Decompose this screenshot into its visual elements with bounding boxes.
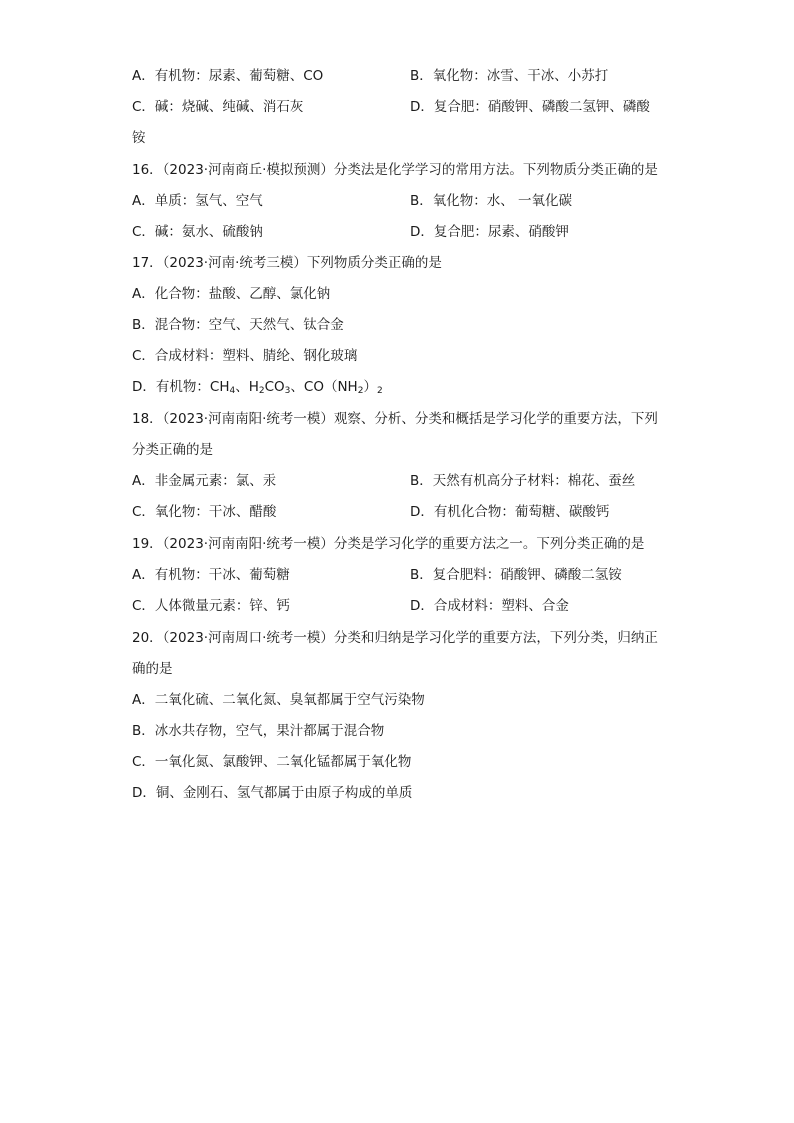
q17-d-sub: 2 (376, 386, 383, 396)
q17-option-a: A．化合物：盐酸、乙醇、氯化钠 (132, 286, 331, 302)
q19-stem: 19．（2023·河南南阳·统考一模）分类是学习化学的重要方法之一。下列分类正确的是 (132, 536, 645, 552)
q20-stem-continued: 确的是 (132, 661, 173, 677)
q18-stem-continued: 分类正确的是 (132, 442, 213, 458)
q20-option-a: A．二氧化硫、二氧化氮、臭氧都属于空气污染物 (132, 692, 425, 708)
q17-stem: 17．（2023·河南·统考三模）下列物质分类正确的是 (132, 255, 442, 271)
q19-option-d: D．合成材料：塑料、合金 (410, 598, 569, 614)
q17-d-end: ） (363, 379, 377, 395)
q15-option-c: C．碱：烧碱、纯碱、消石灰 (132, 99, 304, 115)
q20-option-d: D．铜、金刚石、氢气都属于由原子构成的单质 (132, 785, 413, 801)
q17-d-sub: 2 (258, 386, 265, 396)
q17-d-mid: CO (264, 379, 285, 395)
q16-option-c: C．碱：氨水、硫酸钠 (132, 224, 263, 240)
q16-option-a: A．单质：氢气、空气 (132, 193, 263, 209)
q17-d-sub: 3 (284, 386, 291, 396)
q16-stem: 16．（2023·河南商丘·模拟预测）分类法是化学学习的常用方法。下列物质分类正确的是 (132, 162, 658, 178)
q17-option-b: B．混合物：空气、天然气、钛合金 (132, 317, 344, 333)
q15-option-d: D．复合肥：硝酸钾、磷酸二氢钾、磷酸 (410, 99, 650, 115)
q15-option-a: A．有机物：尿素、葡萄糖、CO (132, 68, 324, 84)
q18-option-d: D．有机化合物：葡萄糖、碳酸钙 (410, 504, 610, 520)
q17-d-mid: 、H (235, 379, 259, 395)
q19-option-b: B．复合肥料：硝酸钾、磷酸二氢铵 (410, 567, 622, 583)
q17-d-mid: 、CO（NH (290, 379, 358, 395)
q19-option-a: A．有机物：干冰、葡萄糖 (132, 567, 290, 583)
q20-stem: 20．（2023·河南周口·统考一模）分类和归纳是学习化学的重要方法，下列分类，归纳正 (132, 630, 658, 646)
q17-d-sub: 4 (229, 386, 236, 396)
q18-option-b: B．天然有机高分子材料：棉花、蚕丝 (410, 473, 636, 489)
q16-option-d: D．复合肥：尿素、硝酸钾 (410, 224, 569, 240)
q19-option-c: C．人体微量元素：锌、钙 (132, 598, 290, 614)
q15-option-b: B．氧化物：冰雪、干冰、小苏打 (410, 68, 609, 84)
q18-option-a: A．非金属元素：氯、汞 (132, 473, 277, 489)
q17-d-prefix: D．有机物：CH (132, 379, 230, 395)
q18-stem: 18．（2023·河南南阳·统考一模）观察、分析、分类和概括是学习化学的重要方法，下列 (132, 411, 658, 427)
q20-option-b: B．冰水共存物，空气，果汁都属于混合物 (132, 723, 385, 739)
q17-option-d (132, 377, 383, 397)
q17-d-sub: 2 (357, 386, 364, 396)
q17-option-c: C．合成材料：塑料、腈纶、钢化玻璃 (132, 348, 358, 364)
q15-option-d-continued: 铵 (132, 130, 146, 146)
q16-option-b: B．氧化物：水、 一氧化碳 (410, 193, 573, 209)
q18-option-c: C．氧化物：干冰、醋酸 (132, 504, 277, 520)
q20-option-c: C．一氧化氮、氯酸钾、二氧化锰都属于氧化物 (132, 754, 412, 770)
